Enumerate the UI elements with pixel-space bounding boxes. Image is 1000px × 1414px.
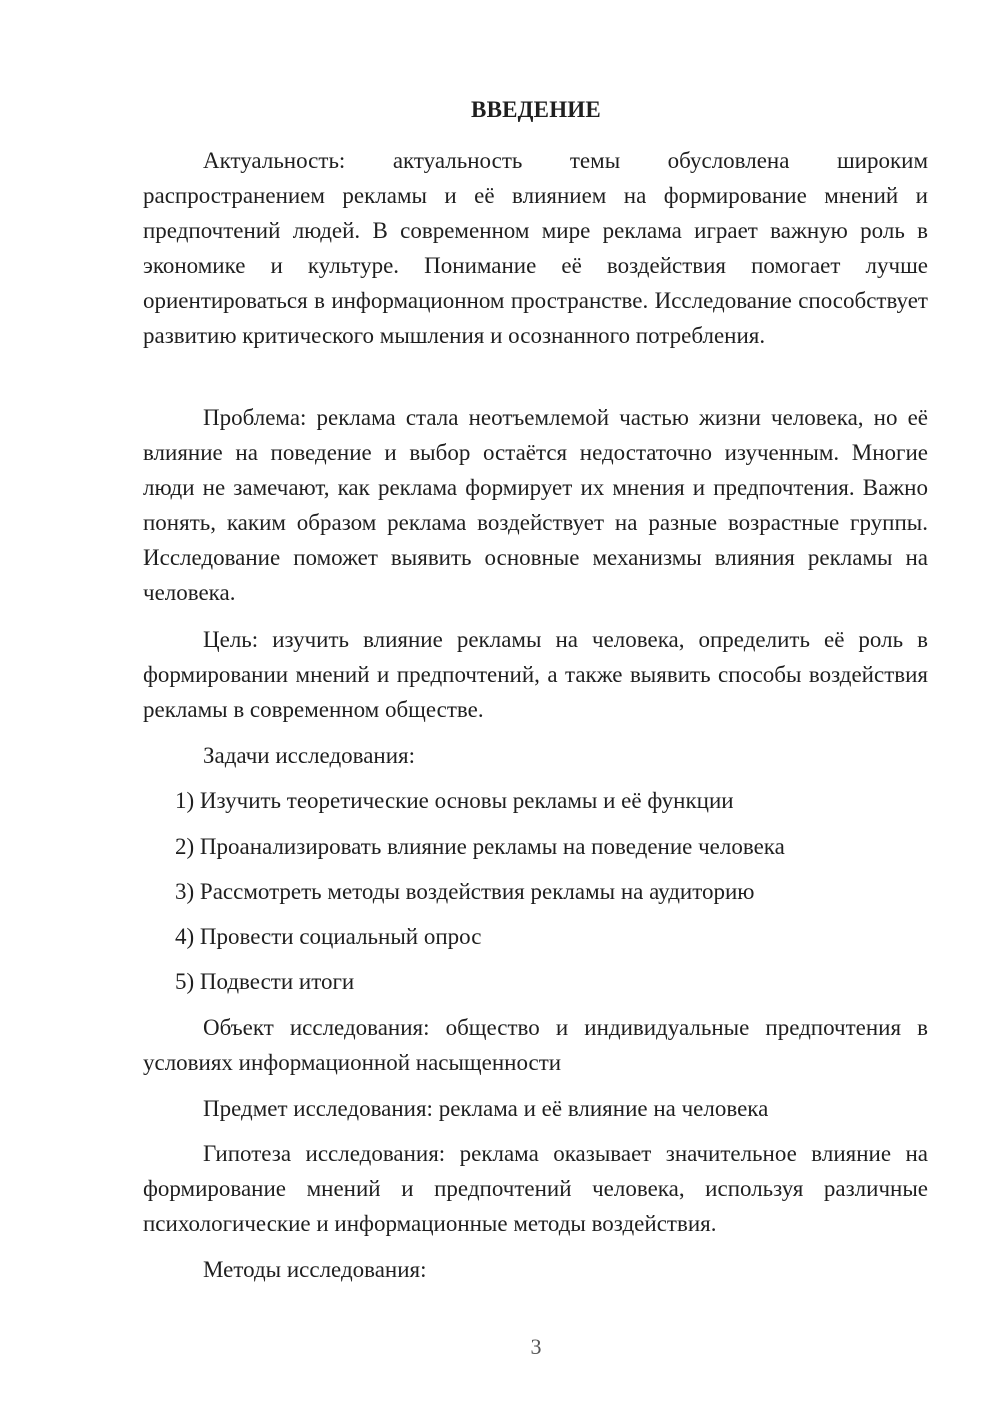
- problem-paragraph: Проблема: реклама стала неотъемлемой частью жизни человека, но её влияние на поведение и выбор остаётся недостаточно изученным. Многие люди не замечают, как реклама формирует их мнения и предпочтения. Важно понять, каким образом реклама воздействует на разные возрастные группы. Исследование поможет выявить основные механизмы влияния рекламы на человека.: [143, 405, 928, 605]
- methods-title: Методы исследования:: [203, 1257, 427, 1282]
- task-item-3: 3) Рассмотреть методы воздействия рекламы на аудиторию: [175, 879, 755, 904]
- page-title: ВВЕДЕНИЕ: [471, 97, 601, 122]
- hypothesis-paragraph: Гипотеза исследования: реклама оказывает значительное влияние на формирование мнений и предпочтений человека, используя различные психологические и информационные методы воздействия.: [143, 1141, 928, 1236]
- page-number: 3: [530, 1334, 542, 1359]
- relevance-paragraph: Актуальность: актуальность темы обусловлена широким распространением рекламы и её влиянием на формирование мнений и предпочтений людей. В современном мире реклама играет важную роль в экономике и культуре. Понимание её воздействия помогает лучше ориентироваться в информационном пространстве. Исследование способствует развитию критического мышления и осознанного потребления.: [143, 148, 928, 348]
- task-item-4: 4) Провести социальный опрос: [175, 924, 482, 949]
- object-paragraph: Объект исследования: общество и индивидуальные предпочтения в условиях информационной насыщенности: [143, 1015, 928, 1075]
- tasks-title: Задачи исследования:: [203, 743, 416, 768]
- task-item-2: 2) Проанализировать влияние рекламы на поведение человека: [175, 834, 785, 859]
- task-item-5: 5) Подвести итоги: [175, 969, 355, 994]
- task-item-1: 1) Изучить теоретические основы рекламы и её функции: [175, 788, 734, 813]
- subject-paragraph: Предмет исследования: реклама и её влияние на человека: [203, 1096, 769, 1121]
- goal-paragraph: Цель: изучить влияние рекламы на человека, определить её роль в формировании мнений и предпочтений, а также выявить способы воздействия рекламы в современном обществе.: [143, 627, 928, 722]
